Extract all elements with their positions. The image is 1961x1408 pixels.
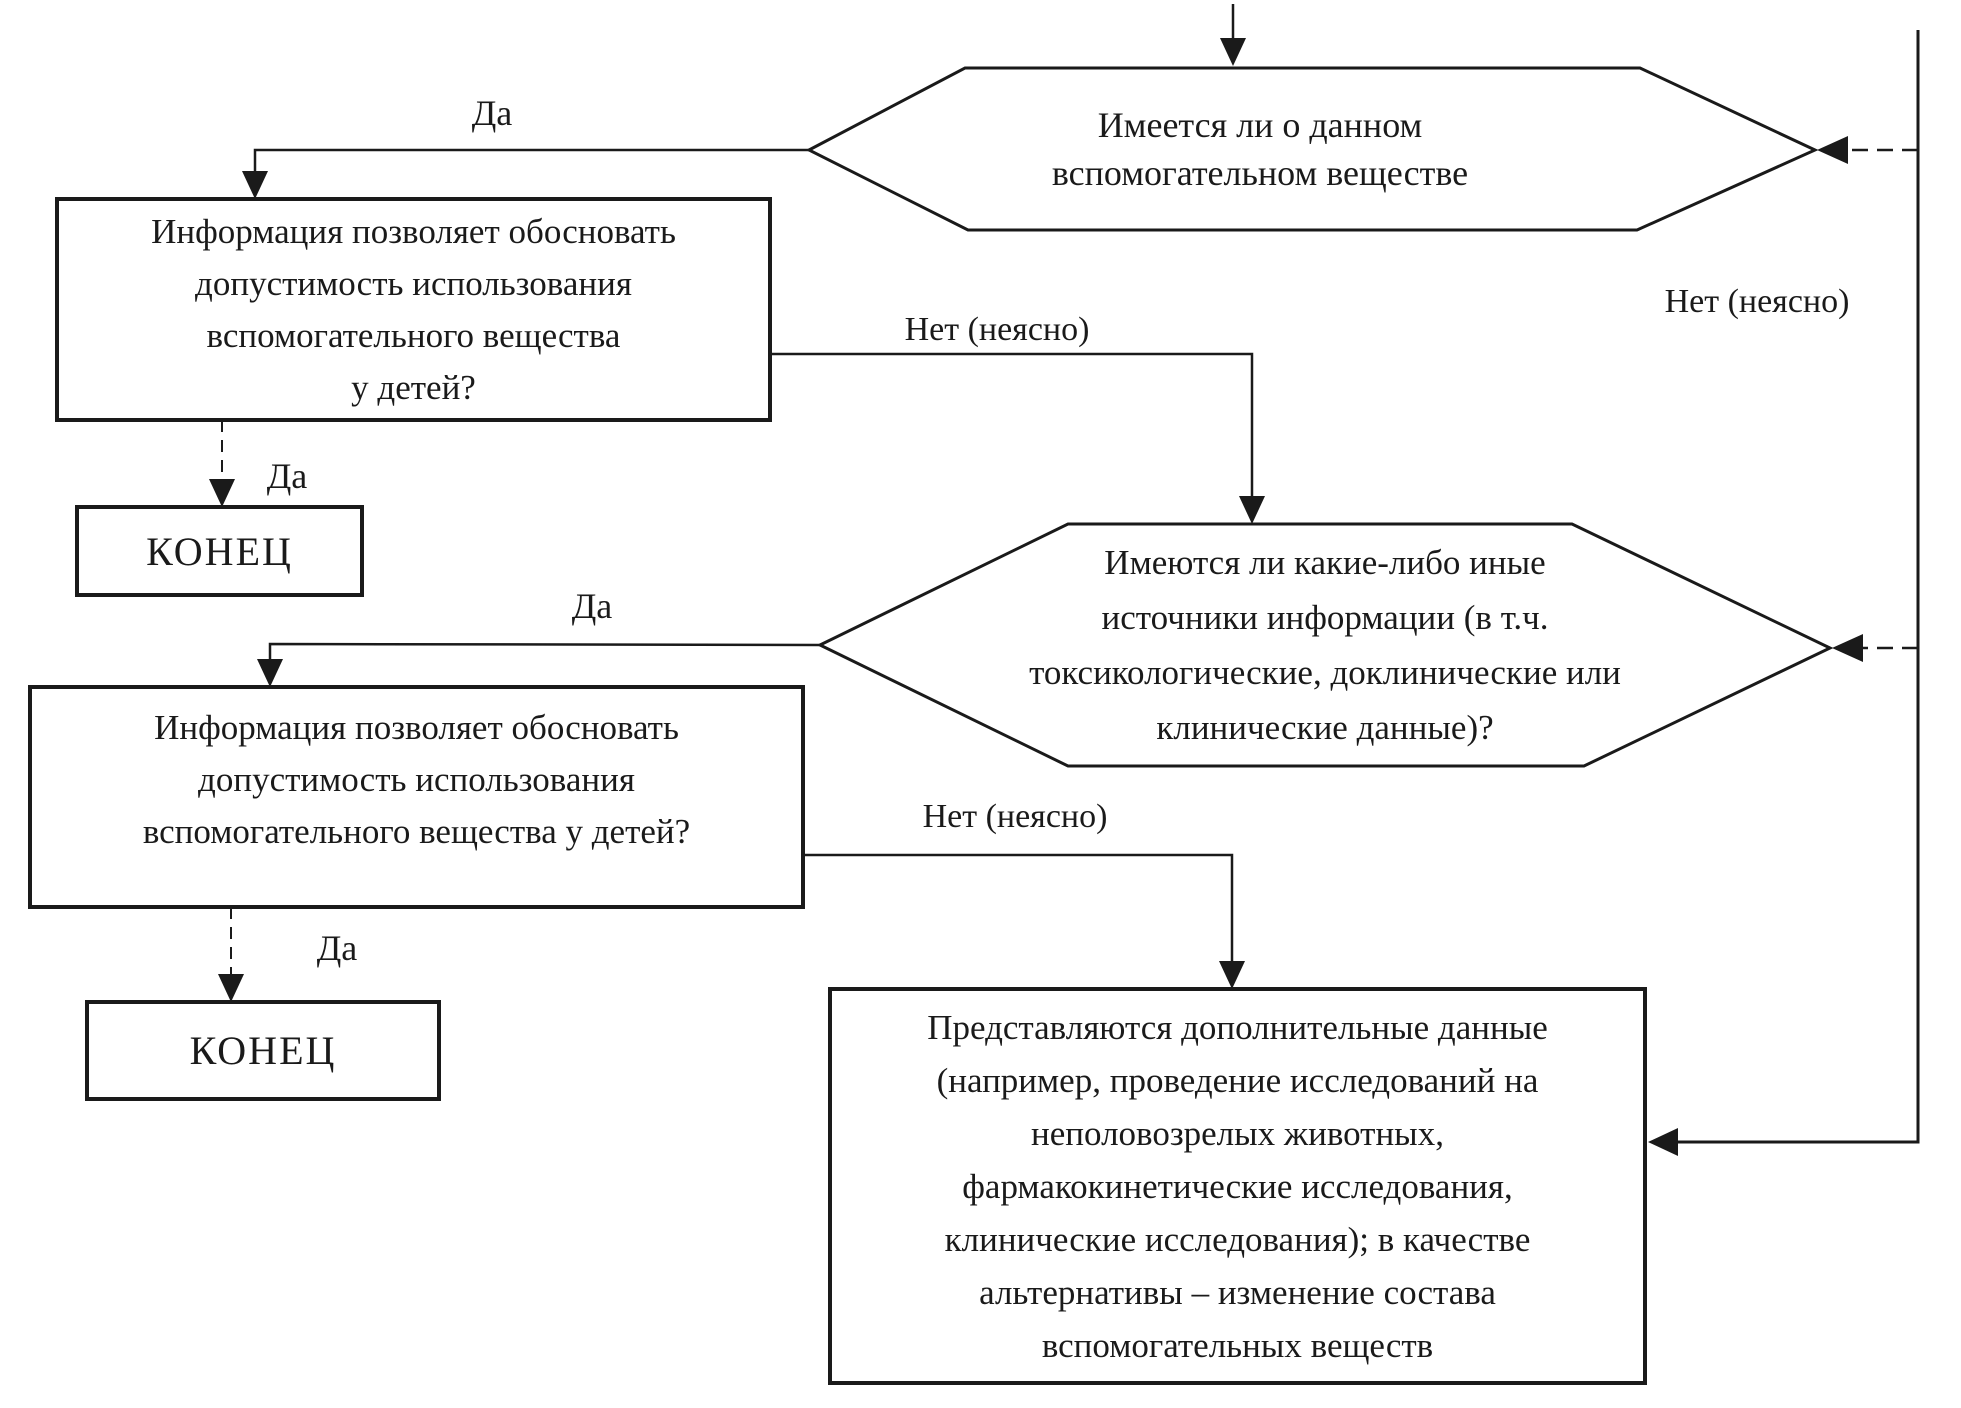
box-3-line-2: (например, проведение исследований на	[936, 1060, 1539, 1100]
edge-label-yes-top: Да	[471, 93, 513, 133]
edge-label-no-top-right: Нет (неясно)	[1664, 283, 1850, 320]
box-3-line-4: фармакокинетические исследования,	[962, 1166, 1513, 1206]
arrowhead-into-hexagon-2	[1832, 634, 1863, 662]
edge-label-yes-end1: Да	[266, 456, 308, 496]
decision-1-line-2: вспомогательном веществе	[1051, 153, 1469, 193]
box-1-line-1: Информация позволяет обосновать	[151, 211, 676, 251]
decision-2-line-4: клинические данные)?	[1156, 708, 1494, 747]
connector-yes-hexagon1-box1	[255, 150, 809, 172]
arrowhead-into-box-3	[1648, 1128, 1678, 1156]
box-1-line-3: вспомогательного вещества	[206, 315, 621, 355]
box-3-line-5: клинические исследования); в качестве	[944, 1219, 1531, 1259]
box-2-line-3: вспомогательного вещества у детей?	[142, 811, 691, 851]
arrowhead-entry-top	[1220, 38, 1246, 66]
edge-label-no-mid: Нет (неясно)	[922, 798, 1108, 835]
end-2-label	[87, 1002, 439, 1099]
end-1-label	[77, 507, 362, 595]
box-2-line-2: допустимость использования	[198, 759, 635, 799]
arrowhead-into-box-1	[242, 171, 268, 199]
process-box-1-text	[57, 199, 770, 420]
edge-label-yes-end2: Да	[316, 928, 358, 968]
decision-1-line-1: Имеется ли о данном	[1097, 105, 1423, 145]
process-box-3-text	[840, 989, 1635, 1383]
arrowhead-into-hexagon-1	[1817, 136, 1848, 164]
edge-label-no-top-mid: Нет (неясно)	[904, 311, 1090, 348]
arrowhead-into-hexagon-2-top	[1239, 496, 1265, 524]
arrowhead-into-box-3-top	[1219, 961, 1245, 989]
process-box-2-text	[30, 687, 803, 872]
box-2-line-1: Информация позволяет обосновать	[154, 707, 679, 747]
box-1-line-4: у детей?	[351, 367, 476, 407]
box-3-line-6: альтернативы – изменение состава	[979, 1272, 1496, 1312]
edge-label-yes-mid: Да	[571, 586, 613, 626]
decision-2-line-2: источники информации (в т.ч.	[1101, 598, 1549, 637]
arrowhead-into-box-2	[257, 659, 283, 687]
connector-no-box1-hexagon2	[770, 354, 1252, 497]
box-3-line-3: неполовозрелых животных,	[1031, 1113, 1444, 1153]
end-1-text: КОНЕЦ	[146, 528, 293, 574]
connector-yes-hexagon2-box2	[270, 644, 820, 660]
box-3-line-7: вспомогательных веществ	[1041, 1325, 1434, 1365]
box-3-line-1: Представляются дополнительные данные	[927, 1007, 1548, 1047]
box-1-line-2: допустимость использования	[195, 263, 632, 303]
connector-no-box2-box3	[803, 855, 1232, 962]
end-2-text: КОНЕЦ	[189, 1028, 337, 1073]
arrowhead-into-end-2	[218, 974, 244, 1002]
decision-2-text	[845, 524, 1805, 766]
decision-2-line-1: Имеются ли какие-либо иные	[1104, 543, 1546, 582]
decision-1-text	[880, 68, 1640, 230]
decision-2-line-3: токсикологические, доклинические или	[1029, 653, 1621, 692]
arrowhead-into-end-1	[209, 479, 235, 507]
